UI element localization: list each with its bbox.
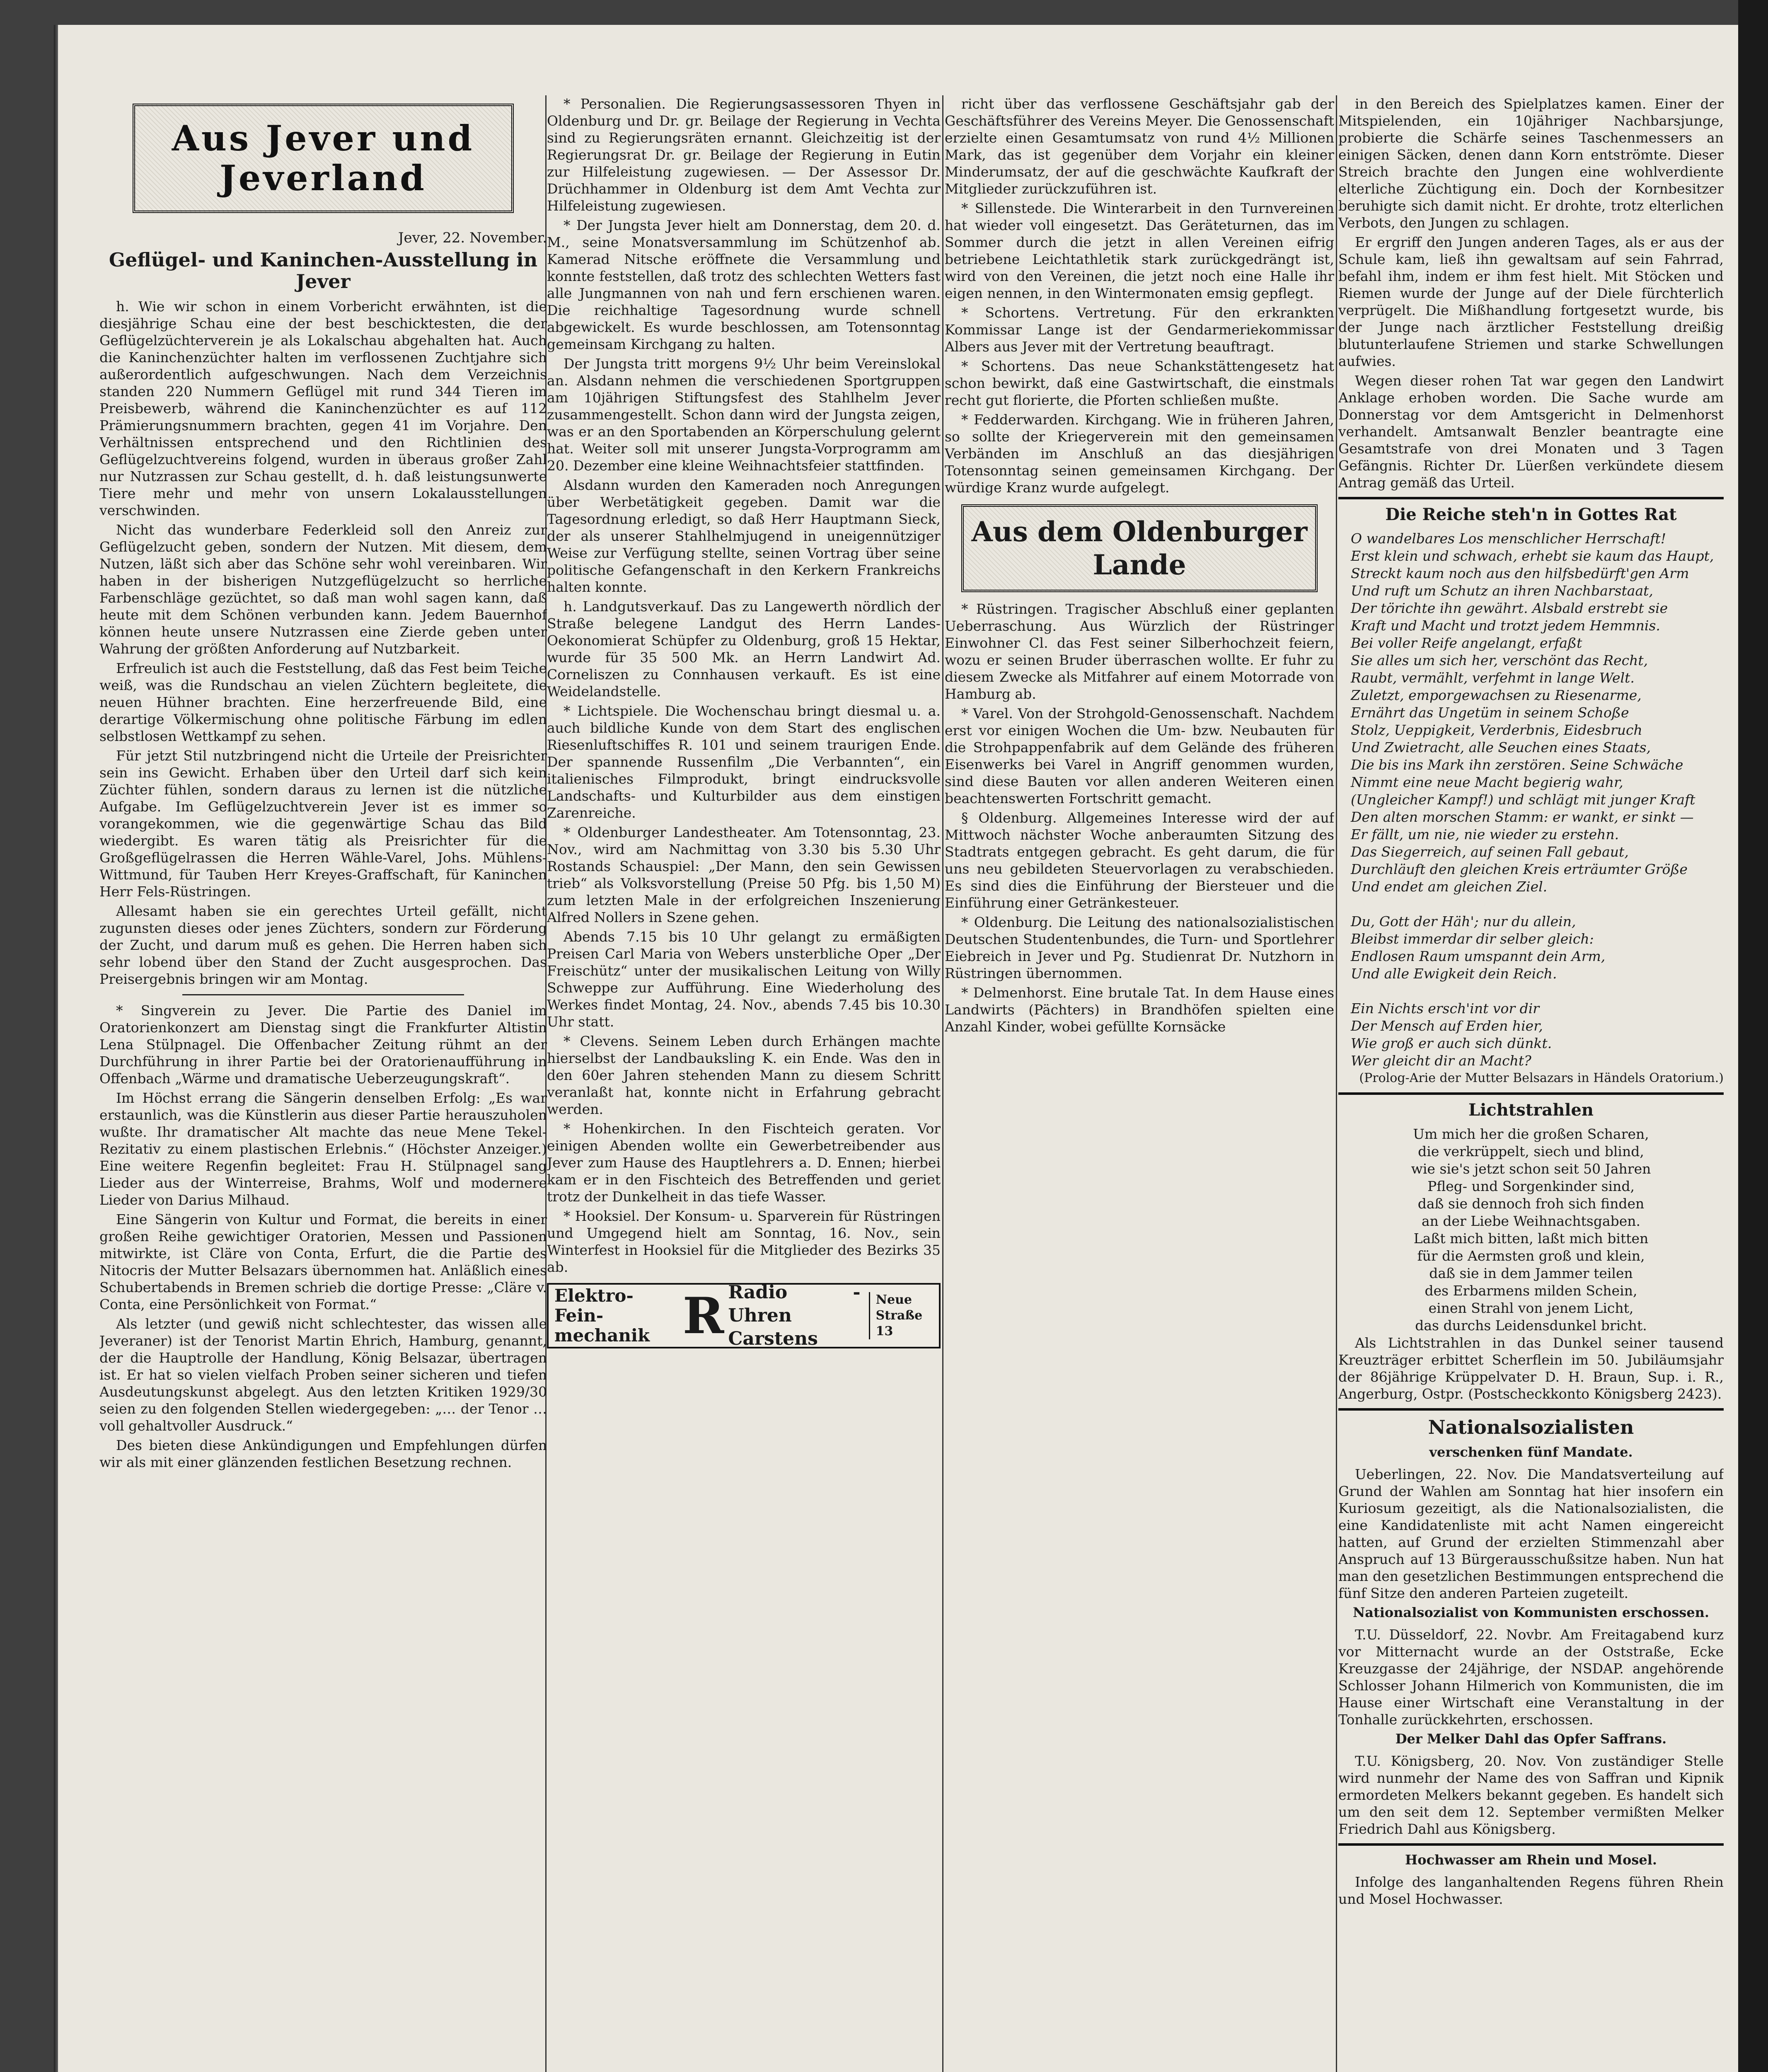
ad-line: Neue (876, 1293, 912, 1307)
article-paragraph: Ueberlingen, 22. Nov. Die Mandatsverteilung auf Grund der Wahlen am Sonntag hat hier insofern ein Kuriosum gezeitigt, als die Nationalsozialisten, die eine Kandidatenliste mit acht Namen eingereicht hatten, auf Grund der erzielten Stimmenzahl aber Anspruch auf 13 Bürgerausschußsitze haben. Nun hat man den gesetzlichen Bestimmungen entsprechend die fünf Sitze den anderen Parteien zugeteilt. (1338, 1466, 1724, 1601)
poem-line: Der Mensch auf Erden hier, (1351, 1018, 1543, 1034)
article-paragraph: * Personalien. Die Regierungsassessoren Thyen in Oldenburg und Dr. gr. Beilage der Regierung in Vechta sind zu Regierungsräten ernannt. Gleichzeitig ist der Regierungsrat Dr. gr. Beilage der Regierung in Eutin zur Hilfeleistung zugewiesen. — Der Assessor Dr. Drüchhammer in Oldenburg ist dem Amt Vechta zur Hilfeleistung zugewiesen. (547, 96, 941, 214)
poem-line: Um mich her die großen Scharen, (1413, 1126, 1649, 1142)
article-paragraph: Als letzter (und gewiß nicht schlechtester, das wissen alle Jeveraner) ist der Tenorist Martin Ehrich, Hamburg, genannt, der die Hauptrolle der Handlung, König Belsazar, übertragen ist. Er hat so vielen vielfach Proben seiner sicheren und tiefen Ausdeutungskunst abgelegt. Aus den letzten Kritiken 1929/30 seien zu den folgenden Stellen wiedergegeben: „… der Tenor … voll gehaltvoller Ausdruck.“ (99, 1316, 547, 1434)
scanner-edge (1738, 0, 1768, 2072)
rule (1338, 1843, 1724, 1846)
poem-line: an der Liebe Weihnachtsgaben. (1421, 1213, 1641, 1229)
poem-line: Und ruft um Schutz an ihren Nachbarstaat, (1351, 583, 1653, 599)
poem-line: Wer gleicht dir an Macht? (1351, 1053, 1531, 1069)
article-paragraph: * Delmenhorst. Eine brutale Tat. In dem Hause eines Landwirts (Pächters) in Brandhöfen spielten eine Anzahl Kinder, wobei gefüllte Kornsäcke (945, 985, 1334, 1035)
article-paragraph: h. Wie wir schon in einem Vorbericht erwähnten, ist die diesjährige Schau eine der best beschicktesten, die der Geflügelzüchterverein je als Lokalschau abgehalten hat. Auch die Kaninchenzüchter halten im verflossenen Zuchtjahre sich außerordentlich aufgeschwungen. Nach dem Verzeichnis standen 220 Nummern Geflügel mit rund 344 Tieren im Preisbewerb, während die Kaninchenzüchter es auf 112 Prämierungsnummern brachten, gegen 41 im Vorjahre. Den Verhältnissen entsprechend und den Richtlinien des Geflügelzuchtvereins folgend, wurden in überaus großer Zahl nur Nutzrassen zur Schau gestellt, d. h. daß leistungsunwerte Tiere mehr und mehr von unsern Lokalausstellungen verschwinden. (99, 298, 547, 518)
poem-line (1351, 983, 1724, 1000)
poem-line: Sie alles um sich her, verschönt das Recht, (1351, 652, 1648, 668)
poem-line: Und alle Ewigkeit dein Reich. (1351, 966, 1557, 982)
poem-line: Streckt kaum noch aus den hilfsbedürft'gen Arm (1351, 565, 1689, 581)
article-paragraph: * Lichtspiele. Die Wochenschau bringt diesmal u. a. auch bildliche Kunde von dem Start des englischen Riesenluftschiffes R. 101 und seinem traurigen Ende. Der spannende Russenfilm „Die Verbannten“, ein italienisches Filmprodukt, bringt eindrucksvolle Landschafts- und Kulturbilder aus dem einstigen Zarenreiche. (547, 703, 941, 821)
article-paragraph: Alsdann wurden den Kameraden noch Anregungen über Werbetätigkeit gegeben. Damit war die Tagesordnung erledigt, so daß Herr Hauptmann Sieck, der als unserer Stahlhelmjugend in uneigennütziger Weise zur Verfügung stellte, seinen Vortrag über seine politische Gefangenschaft in den Kerkern Frankreichs halten konnte. (547, 477, 941, 595)
article-paragraph: Er ergriff den Jungen anderen Tages, als er aus der Schule kam, ließ ihn gewaltsam auf sein Fahrrad, befahl ihm, indem er ihm fest hielt. Mit Stöcken und Riemen wurde der Junge auf der Diele fürchterlich verprügelt. Die Mißhandlung fortgesetzt wurde, bis der Junge nach ärztlicher Feststellung dreißig blutunterlaufene Striemen und starke Schwellungen aufwies. (1338, 234, 1724, 369)
poem-line: Raubt, vermählt, verfehmt in lange Welt. (1351, 670, 1635, 686)
poem-line: Laßt mich bitten, laßt mich bitten (1413, 1230, 1649, 1247)
ad-line: Radio - Uhren (728, 1282, 861, 1326)
poem-line: Den alten morschen Stamm: er wankt, er sinkt — (1351, 809, 1694, 825)
poem-line: Stolz, Ueppigkeit, Verderbnis, Eidesbruch (1351, 722, 1642, 738)
poem-line: Zuletzt, emporgewachsen zu Riesenarme, (1351, 687, 1642, 703)
poem-line: Ernährt das Ungetüm in seinem Schoße (1351, 704, 1629, 721)
poem-line: Du, Gott der Häh'; nur du allein, (1351, 913, 1576, 929)
poem-line: Der törichte ihn gewährt. Alsbald erstrebt sie (1351, 600, 1668, 616)
ad-address (869, 1292, 939, 1339)
column-4 (1338, 95, 1724, 2072)
article-subhead: Nationalsozialist von Kommunisten erschossen. (1353, 1605, 1709, 1620)
article-paragraph: * Schortens. Vertretung. Für den erkrankten Kommissar Lange ist der Gendarmeriekommissar Albers aus Jever mit der Vertretung beauftragt. (945, 305, 1334, 355)
column-2 (547, 95, 941, 2072)
article-paragraph: * Hohenkirchen. In den Fischteich geraten. Vor einigen Abenden wollte ein Gewerbetreibender aus Jever zum Hause des Hauptlehrers a. D. Ennen; hierbei kam er in den Fischteich des Betreffenden und geriet trotz der Dunkelheit in das tiefe Wasser. (547, 1121, 941, 1205)
article-paragraph: * Oldenburger Landestheater. Am Totensonntag, 23. Nov., wird am Nachmittag von 3.30 bis 5.30 Uhr Rostands Schauspiel: „Der Mann, den sein Gewissen trieb“ als Volksvorstellung (Preise 50 Pfg. bis 1,50 M) zum letzten Male in der erfolgreichen Inszenierung Alfred Nollers in Szene gehen. (547, 824, 941, 925)
poem-title: Die Reiche steh'n in Gottes Rat (1385, 505, 1677, 524)
article-paragraph: Für jetzt Stil nutzbringend nicht die Urteile der Preisrichter sein ins Gewicht. Erhaben über den Urteil darf sich kein Züchter fühlen, sondern daraus zu lernen ist die nützliche Aufgabe. Im Geflügelzuchtverein Jever ist es immer so vorangekommen, wie die gegenwärtige Schau das Bild wiedergibt. Es waren tätig als Preisrichter für die Großgeflügelrassen die Herren Wähle-Varel, Johs. Mühlens-Wittmund, für Tauben Herr Kreyes-Graffschaft, für Kaninchen Herr Fels-Rüstringen. (99, 748, 547, 900)
article-headline: Geflügel- und Kaninchen-Ausstellung in Jever (109, 249, 538, 293)
ad-text-center (728, 1281, 860, 1351)
article-paragraph: * Schortens. Das neue Schankstättengesetz hat schon bewirkt, daß eine Gastwirtschaft, die einstmals recht gut florierte, die Pforten schließen mußte. (945, 358, 1334, 408)
poem-line: daß sie in dem Jammer teilen (1429, 1265, 1633, 1281)
poem-line: Und Zwietracht, alle Seuchen eines Staats, (1351, 739, 1651, 755)
article-paragraph: h. Landgutsverkauf. Das zu Langewerth nördlich der Straße belegene Landgut des Herrn Landes-Oekonomierat Schüpfer zu Oldenburg, groß 15 Hektar, wurde für 35 500 Mk. an Herrn Landwirt Ad. Corneliszen zu Connhausen verkauft. Es ist eine Weidelandstelle. (547, 598, 941, 700)
poem-line: wie sie's jetzt schon seit 50 Jahren (1411, 1161, 1651, 1177)
separator (182, 994, 464, 995)
article-paragraph: Infolge des langanhaltenden Regens führen Rhein und Mosel Hochwasser. (1338, 1874, 1724, 1907)
column-rule (1336, 95, 1337, 2072)
article-paragraph: * Rüstringen. Tragischer Abschluß einer geplanten Ueberraschung. Aus Würzlich der Rüstringer Einwohner Cl. das Fest seiner Silberhochzeit feiern, wozu er seinen Bruder überraschen wollte. Er fuhr zu diesem Zwecke als Mitfahrer auf einem Motorrade von Hamburg ab. (945, 601, 1334, 702)
rule (1338, 1092, 1724, 1095)
article-paragraph: in den Bereich des Spielplatzes kamen. Einer der Mitspielenden, ein 10jähriger Nachbarsjunge, probierte die Schärfe seines Taschenmessers an einigen Säcken, denen dann Korn entströmte. Dieser Streich brachte den Jungen eine wohlverdiente elterliche Züchtigung ein. Doch der Kornbesitzer beruhigte sich damit nicht. Er drohte, trotz elterlichen Verbots, den Jungen zu schlagen. (1338, 96, 1724, 231)
column-3 (945, 95, 1334, 2072)
rule (1338, 1408, 1724, 1411)
ad-line: Carstens (728, 1328, 818, 1349)
poem-line: (Ungleicher Kampf!) und schlägt mit junger Kraft (1351, 792, 1695, 808)
article-paragraph: Abends 7.15 bis 10 Uhr gelangt zu ermäßigten Preisen Carl Maria von Webers unsterbliche Oper „Der Freischütz“ unter der musikalischen Leitung von Willy Schweppe zur Aufführung. Eine Wiederholung des Werkes findet Montag, 24. Nov., abends 7.45 bis 10.30 Uhr statt. (547, 929, 941, 1030)
poem-line: die verkrüppelt, siech und blind, (1418, 1143, 1644, 1159)
column-rule (942, 95, 943, 2072)
article-paragraph: T.U. Düsseldorf, 22. Novbr. Am Freitagabend kurz vor Mitternacht wurde an der Oststraße, Ecke Kreuzgasse der 24jährige, der NSDAP. angehörende Schlosser Johann Hilmerich von Kommunisten, die im Hause einer Wirtschaft eine Veranstaltung in der Tonhalle zurückkehrten, erschossen. (1338, 1627, 1724, 1728)
ad-line: mechanik (554, 1325, 650, 1346)
poem (1338, 1126, 1724, 1334)
section-title-box: Aus dem Oldenburger Lande (961, 504, 1318, 592)
article-paragraph: * Der Jungsta Jever hielt am Donnerstag, dem 20. d. M., seine Monatsversammlung im Schützenhof ab. Kamerad Nitsche eröffnete die Versammlung und konnte feststellen, daß trotz des schlechten Wetters fast alle Jungmannen von nah und fern erschienen waren. Die reichhaltige Tagesordnung wurde schnell abgewickelt. Es wurde beschlossen, am Totensonntag gemeinsam Kirchgang zu halten. (547, 217, 941, 352)
poem-line: einen Strahl von jenem Licht, (1428, 1300, 1634, 1316)
rule (1338, 497, 1724, 499)
poem-line: Und endet am gleichen Ziel. (1351, 879, 1548, 895)
poem-line: für die Aermsten groß und klein, (1417, 1248, 1645, 1264)
poem-line: O wandelbares Los menschlicher Herrschaft! (1351, 530, 1666, 547)
article-paragraph: T.U. Königsberg, 20. Nov. Von zuständiger Stelle wird nunmehr der Name des von Saffran und Kipnik ermordeten Melkers bekannt gegeben. Es handelt sich um den seit dem 12. September vermißten Melker Friedrich Dahl aus Königsberg. (1338, 1753, 1724, 1837)
poem-line (1351, 896, 1724, 913)
dateline: Jever, 22. November. (398, 230, 547, 246)
article-paragraph: Eine Sängerin von Kultur und Format, die bereits in einer großen Reihe gewichtiger Oratorien, Messen und Passionen mitwirkte, ist Cläre von Conta, Erfurt, die die Partie des Nitocris der Mutter Belsazars übernommen hat. Anläßlich eines Schubertabends in Bremen schrieb die dortige Presse: „Cläre v. Conta, eine Persönlichkeit von Format.“ (99, 1211, 547, 1312)
article-paragraph: * Sillenstede. Die Winterarbeit in den Turnvereinen hat wieder voll eingesetzt. Das Geräteturnen, das im Sommer durch die jetzt in allen Vereinen eifrig betriebene Leichtathletik stark zurückgedrängt ist, wird von den Vereinen, die jetzt noch eine Halle ihr eigen nennen, in den Wintermonaten emsig gepflegt. (945, 200, 1334, 301)
ad-logo-letter: R (682, 1286, 724, 1345)
article-subhead: Hochwasser am Rhein und Mosel. (1405, 1852, 1657, 1868)
article-paragraph: * Clevens. Seinem Leben durch Erhängen machte hierselbst der Landbauksling K. ein Ende. Was den in den 60er Jahren stehenden Mann zu diesem Schritt veranlaßt hat, konnte nicht in Erfahrung gebracht werden. (547, 1033, 941, 1117)
poem-line: Bleibst immerdar dir selber gleich: (1351, 931, 1594, 947)
article-paragraph: * Oldenburg. Die Leitung des nationalsozialistischen Deutschen Studentenbundes, die Turn- und Sportlehrer Eiebreich in Jever und Pg. Studienrat Dr. Nutzhorn in Rüstringen übernommen. (945, 914, 1334, 981)
poem-source: (Prolog-Arie der Mutter Belsazars in Händels Oratorium.) (1359, 1071, 1724, 1085)
article-paragraph: Des bieten diese Ankündigungen und Empfehlungen dürfen wir als mit einer glänzenden festlichen Besetzung rechnen. (99, 1437, 547, 1470)
article-paragraph: * Hooksiel. Der Konsum- u. Sparverein für Rüstringen und Umgegend hielt am Sonntag, 16. Nov., sein Winterfest in Hooksiel für die Mitglieder des Bezirks 35 ab. (547, 1208, 941, 1275)
article-paragraph: richt über das verflossene Geschäftsjahr gab der Geschäftsführer des Vereins Meyer. Die Genossenschaft erzielte einen Gesamtumsatz von rund 4½ Millionen Mark, das ist gegenüber dem Vorjahr ein kleiner Minderumsatz, der auf die geschwächte Kaufkraft der Mitglieder zurückzuführen ist. (945, 96, 1334, 197)
article-paragraph: * Fedderwarden. Kirchgang. Wie in früheren Jahren, so sollte der Kriegerverein mit den gemeinsamen Verbänden im Anschluß an das diesjährigen Totensonntag seinen gemeinsamen Kirchgang. Der würdige Kranz wurde aufgelegt. (945, 411, 1334, 496)
ad-line: Elektro-Fein- (554, 1285, 634, 1326)
article-paragraph: Allesamt haben sie ein gerechtes Urteil gefällt, nicht zugunsten dieses oder jenes Züchters, sondern zur Förderung der Zucht, und darum muß es gehen. Die Herren haben sich sehr lobend über den Stand der Zucht ausgesprochen. Das Preisergebnis bringen wir am Montag. (99, 903, 547, 987)
article-paragraph: * Varel. Von der Strohgold-Genossenschaft. Nachdem erst vor einigen Wochen die Um- bzw. Neubauten für die Strohpappenfabrik auf dem Gelände des früheren Eisenwerks bei Varel in Angriff genommen wurden, sind diese Bauten vor allen anderen Weiteren einen beachtenswerten Fortschritt gemacht. (945, 705, 1334, 806)
poem-line: des Erbarmens milden Schein, (1425, 1283, 1637, 1299)
article-paragraph: Wegen dieser rohen Tat war gegen den Landwirt Anklage erhoben worden. Die Sache wurde am Donnerstag vor dem Amtsgericht in Delmenhorst verhandelt. Amtsanwalt Benzler beantragte eine Gesamtstrafe von drei Monaten und 3 Tagen Gefängnis. Richter Dr. Lüerßen verkündete diesem Antrag gemäß das Urteil. (1338, 373, 1724, 491)
column-1 (99, 95, 547, 2072)
poem-title: Lichtstrahlen (1468, 1100, 1594, 1120)
poem-line: Kraft und Macht und trotzt jedem Hemmnis. (1351, 617, 1660, 634)
article-headline: Nationalsozialisten (1428, 1416, 1634, 1438)
advertisement (547, 1283, 941, 1348)
poem-line: daß sie dennoch froh sich finden (1417, 1196, 1645, 1212)
poem-line: Erst klein und schwach, erhebt sie kaum das Haupt, (1351, 548, 1714, 564)
article-paragraph: Erfreulich ist auch die Feststellung, daß das Fest beim Teiche weiß, was die Rundschau an vielen Züchtern begleitete, die neuen Hühner brachten. Eine herzerfreuende Bild, eine derartige Völkermischung ohne politische Färbung im edlen selbstlosen Wettkampf zu sehen. (99, 660, 547, 744)
ad-line: Straße 13 (876, 1308, 923, 1339)
ad-text-left (549, 1286, 679, 1346)
poem-line: das durchs Leidensdunkel bricht. (1415, 1317, 1647, 1334)
poem-line: Bei voller Reife angelangt, erfaßt (1351, 635, 1582, 651)
article-subhead: verschenken fünf Mandate. (1429, 1444, 1633, 1460)
article-paragraph: § Oldenburg. Allgemeines Interesse wird der auf Mittwoch nächster Woche anberaumten Sitzung des Stadtrats entgegen gebracht. Es geht darum, die für uns neu gebildeten Steuervorlagen zu verabschieden. Es sind dies die Einführung der Biersteuer und die Einführung einer Getränkesteuer. (945, 810, 1334, 911)
article-subhead: Der Melker Dahl das Opfer Saffrans. (1395, 1731, 1667, 1747)
poem-line: Pfleg- und Sorgenkinder sind, (1427, 1178, 1635, 1194)
poem-line: Durchläuft den gleichen Kreis erträumter Größe (1351, 861, 1688, 877)
section-title: Aus Jever und Jeverland (133, 104, 514, 213)
article-paragraph: Im Höchst errang die Sängerin denselben Erfolg: „Es war erstaunlich, was die Künstlerin aus dieser Partie herauszuholen wußte. Ihr dramatischer Alt machte das neue Mene Tekel-Rezitativ zu einem plastischen Erlebnis.“ (Höchster Anzeiger.) Eine weitere Regenfin begleitet: Frau H. Stülpnagel sang Lieder aus der Winterreise, Brahms, Wolf und modernere Lieder von Darius Milhaud. (99, 1090, 547, 1208)
poem-line: Endlosen Raum umspannt dein Arm, (1351, 948, 1606, 964)
article-paragraph: Der Jungsta tritt morgens 9½ Uhr beim Vereinslokal an. Alsdann nehmen die verschiedenen Sportgruppen am 10jährigen Stiftungsfest des Stahlhelm Jever zusammengestellt. Schon dann wird der Jungsta zeigen, was er an den Sportabenden an Körperschulung gelernt hat. Weiter soll mit unserer Jungsta-Vorprogramm am 20. Dezember eine kleine Weihnachtsfeier stattfinden. (547, 356, 941, 474)
article-paragraph: * Singverein zu Jever. Die Partie des Daniel im Oratorienkonzert am Dienstag singt die Frankfurter Altistin Lena Stülpnagel. Die Offenbacher Zeitung rühmt an der Durchführung in ihrer Partie bei der Oratorienaufführung in Offenbach „Wärme und dramatische Ueberzeugungskraft“. (99, 1002, 547, 1087)
poem-line: Wie groß er auch sich dünkt. (1351, 1035, 1552, 1051)
poem-line: Die bis ins Mark ihn zerstören. Seine Schwäche (1351, 757, 1683, 773)
article-paragraph: Als Lichtstrahlen in das Dunkel seiner tausend Kreuzträger erbittet Scherflein im 50. Jubiläumsjahr der 86jährige Krüppelvater D. H. Braun, Sup. i. R., Angerburg, Ostpr. (Postscheckkonto Königsberg 2423). (1338, 1335, 1724, 1402)
poem-line: Ein Nichts ersch'int vor dir (1351, 1000, 1540, 1017)
poem-line: Er fällt, um nie, nie wieder zu erstehn. (1351, 826, 1619, 842)
article-paragraph: Nicht das wunderbare Federkleid soll den Anreiz zur Geflügelzucht geben, sondern der Nutzen. Mit diesem, dem Nutzen, läßt sich aber das Schöne sehr wohl vereinbaren. Wir haben in der bisherigen Nutzgeflügelzucht so herrliche Farbenschläge gezüchtet, so daß man wohl sagen kann, daß heute mit dem Schönen verbunden kann. Jedem Bauernhof können heute unsere Nutzrassen eine Zierde geben unter Wahrung der größten Anforderung auf Nutzbarkeit. (99, 522, 547, 657)
poem-line: Nimmt eine neue Macht begierig wahr, (1351, 774, 1623, 790)
poem-line: Das Siegerreich, auf seinen Fall gebaut, (1351, 844, 1629, 860)
poem (1338, 530, 1724, 1070)
